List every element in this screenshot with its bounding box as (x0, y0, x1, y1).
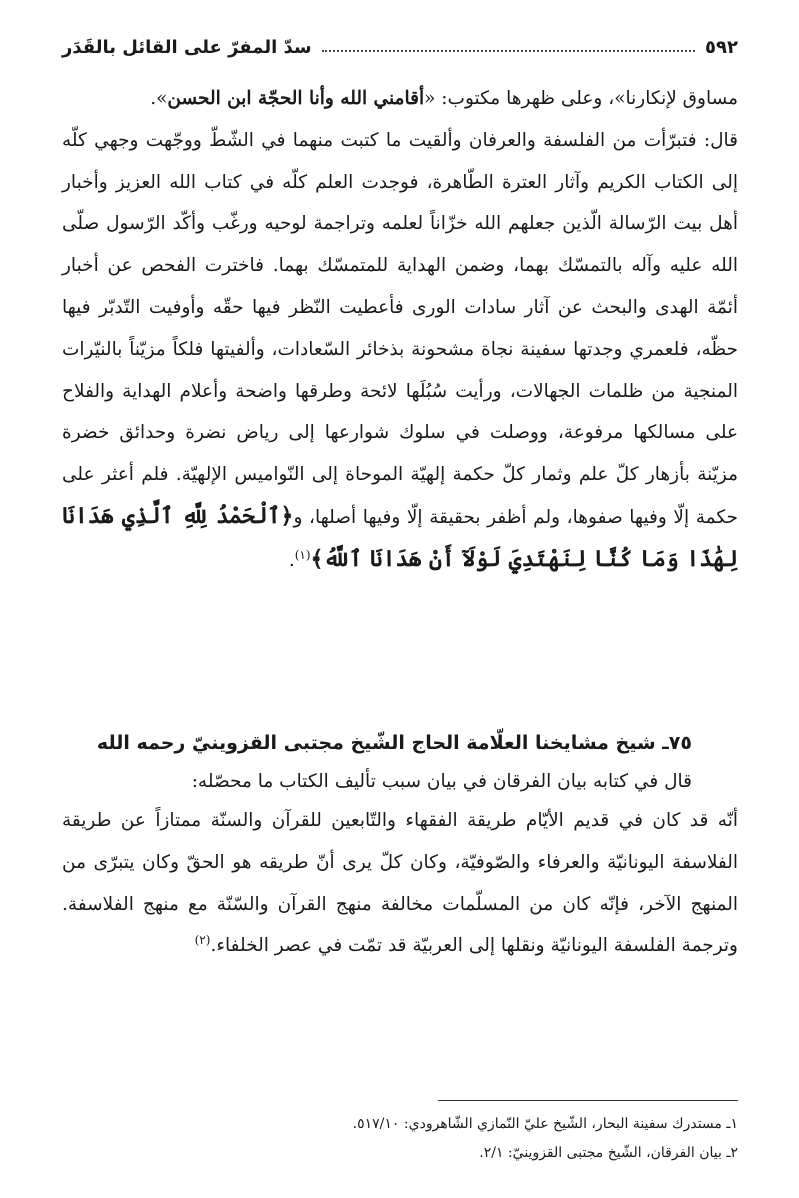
section-75 (62, 722, 738, 967)
main-text (62, 78, 738, 582)
running-header (62, 30, 738, 64)
footnote-1: ١ـ مستدرك سفينة البحار، الشّيخ عليّ النّمازي الشّاهرودي: ٥١٧/١٠. (352, 1116, 738, 1132)
footnotes (62, 1110, 738, 1168)
paragraph-2-text: قال: فتبرّأت من الفلسفة والعرفان وألقيت ما كتبت منهما في الشّطّ ووجّهت وجهي كلّه إلى الكتاب الكريم وآثار العترة الطّاهرة، فوجدت العلم كلّه في كتاب الله العزيز وأخبار أهل بيت الرّسالة الّذين جعلهم الله خزّاناً لعلمه وتراجمة لوحيه ورغّب وأكّد الرّسول صلّى الله عليه وآله بالتمسّك بهما، وضمن الهداية للمتمسّك بهما. فاخترت الفحص عن أخبار أئمّة الهدى والبحث عن آثار سادات الورى فأعطيت النّظر فيها حقّه وأوفيت التّدبّر فيها حظّه، فلعمري وجدتها سفينة نجاة مشحونة بذخائر السّعادات، وألفيتها فلكاً مزيّناً بالنيّرات المنجية من ظلمات الجهالات، ورأيت سُبُلَها لائحة وطرقها واضحة وأعلام الهداية والفلاح على مسالكها مرفوعة، ووصلت في سلوك شوارعها إلى رياض نضرة وحدائق خضرة مزيّنة بأزهار كلّ علم وثمار كلّ حكمة إلهيّة الموحاة إلى النّواميس الإلهيّة. فلم أعثر على حكمة إلّا وفيها صفوها، ولم أظفر بحقيقة إلّا وفيها أصلها، و (62, 129, 738, 528)
paragraph-1 (62, 78, 738, 120)
footnote-2: ٢ـ بيان الفرقان، الشّيخ مجتبى القزوينيّ: ٢/١. (479, 1145, 738, 1161)
quran-verse: ﴿ٱلْحَمْدُ لِلَّهِ ٱلَّذِي هَدَانَا لِهَٰذَا وَمَا كُنَّا لِنَهْتَدِيَ لَوْلَآ أَنْ هَدَانَا ٱللَّهُ﴾ (62, 502, 738, 572)
footnote-divider (438, 1100, 738, 1101)
section-intro: قال في كتابه بيان الفرقان في بيان سبب تأليف الكتاب ما محصّله: (191, 771, 692, 792)
paragraph-2-end: . (288, 549, 295, 571)
paragraph-1-text: مساوق لإنكارنا»، وعلى ظهرها مكتوب: « (424, 88, 738, 109)
footnote-ref-1[interactable]: (١) (294, 547, 311, 562)
section-body-text: أنّه قد كان في قديم الأيّام طريقة الفقهاء والتّابعين للقرآن والسنّة ممتازاً عن طريقة الفلاسفة اليونانيّة والعرفاء والصّوفيّة، وكان كلّ يرى أنّ طريقه هو الحقّ وكان يتبرّى من المنهج الآخر، فإنّه كان من المسلّمات مخالفة منهج القرآن والسّنّة مع منهج الفلاسفة. وترجمة الفلسفة اليونانيّة ونقلها إلى العربيّة قد تمّت في عصر الخلفاء. (62, 810, 738, 957)
page-number: ٥٩٢ (705, 36, 738, 58)
section-heading: ٧٥ـ شيخ مشايخنا العلّامة الحاج الشّيخ مجتبى القزوينيّ رحمه الله (96, 732, 692, 754)
section-body (62, 800, 738, 967)
paragraph-1-bold-quote: أقامني الله وأنا الحجّة ابن الحسن (167, 88, 425, 109)
paragraph-1-end: ». (150, 88, 168, 109)
running-title: سدّ المفرّ على القائل بالقَدَر (62, 36, 312, 58)
paragraph-2 (62, 120, 738, 582)
footnote-ref-2[interactable]: (٢) (194, 933, 211, 948)
header-dot-leader (322, 50, 695, 52)
